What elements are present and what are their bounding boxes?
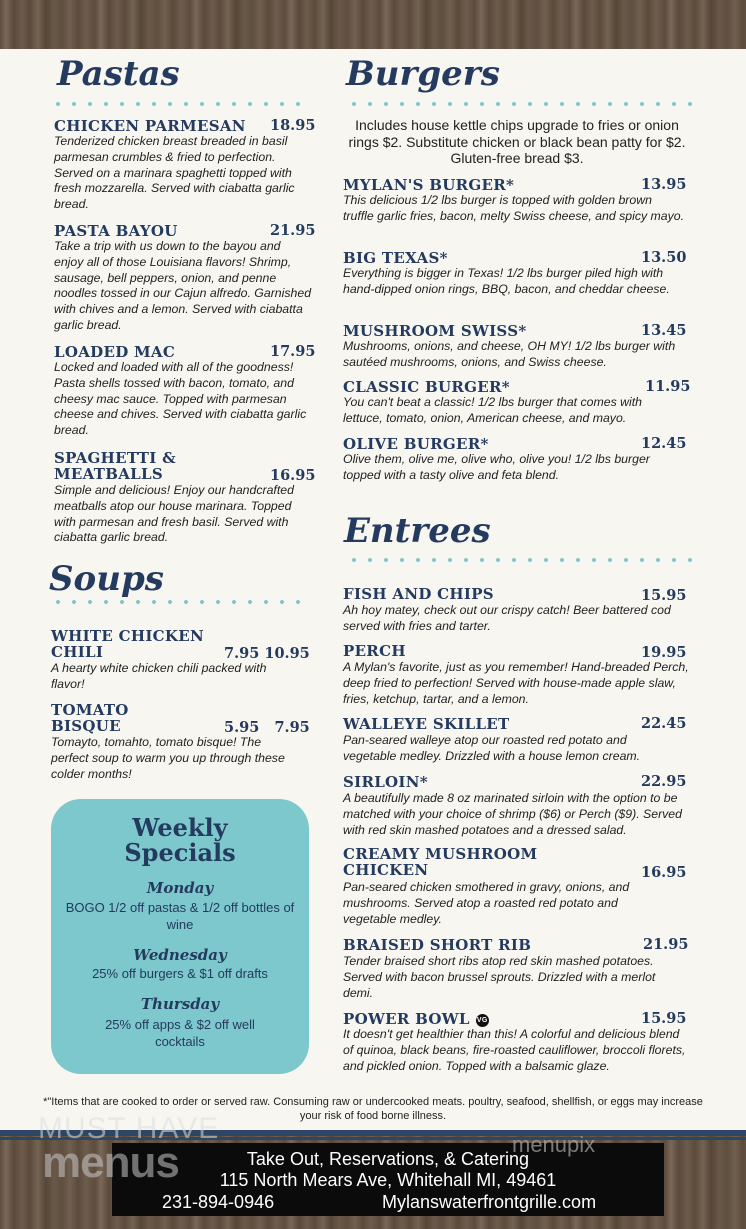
item-price: 16.95	[270, 467, 316, 484]
item-name: PASTA BAYOU	[54, 222, 178, 240]
item-name: MYLAN'S BURGER*	[343, 176, 515, 194]
special-day-monday: Monday	[146, 879, 214, 897]
item-name: CHICKEN PARMESAN	[54, 117, 246, 135]
item-description: Mushrooms, onions, and cheese, OH MY! 1/2 lbs burger with sautéed mushrooms, onions, and Swiss cheese.	[343, 339, 676, 369]
special-day-thursday: Thursday	[140, 995, 220, 1013]
item-price: 16.95	[641, 864, 687, 881]
item-name: WHITE CHICKEN CHILI	[51, 627, 204, 661]
item-price: 7.95 10.95	[224, 645, 310, 662]
item-name: MUSHROOM SWISS*	[343, 322, 527, 340]
weekly-specials-box	[51, 799, 309, 1074]
item-price: 13.50	[641, 249, 687, 266]
item-name: FISH AND CHIPS	[343, 585, 494, 603]
item-price: 17.95	[270, 343, 316, 360]
item-name: CLASSIC BURGER*	[343, 378, 510, 396]
item-description: Ah hoy matey, check out our crispy catch! Beer battered cod served with fries and tarter.	[343, 603, 671, 633]
item-price: 21.95	[643, 936, 689, 953]
section-title-soups: Soups	[49, 559, 164, 599]
item-price: 13.45	[641, 322, 687, 339]
special-text-monday: BOGO 1/2 off pastas & 1/2 off bottles of wine	[65, 900, 295, 932]
item-description: A Mylan's favorite, just as you remember! Hand-breaded Perch, deep fried to perfection! Served with house-made apple slaw, fries, ketchup, tartar, and a lemon.	[343, 660, 689, 706]
item-description: Tenderized chicken breast breaded in basil parmesan crumbles & fried to perfection. Served on a marinara spaghetti topped with fresh mozzarella. Served with ciabatta garlic bread.	[54, 134, 295, 212]
burgers-intro: Includes house kettle chips upgrade to fries or onion rings $2. Substitute chicken or black bean patty for $2. Gluten-free bread $3.	[348, 117, 686, 166]
item-name: SIRLOIN*	[343, 773, 428, 791]
item-name: TOMATO BISQUE	[51, 701, 129, 735]
item-name: BRAISED SHORT RIB	[343, 936, 532, 954]
item-description: It doesn't get healthier than this! A colorful and delicious blend of quinoa, black beans, fire-roasted cauliflower, broccoli florets, and pickled onion. Topped with a balsamic glaze.	[343, 1027, 686, 1073]
divider-dots-pastas	[50, 102, 310, 106]
item-description: Simple and delicious! Enjoy our handcrafted meatballs atop our house marinara. Topped with parmesan and fresh basil. Served with ciabatta garlic bread.	[54, 483, 294, 545]
item-price: 15.95	[641, 1010, 687, 1027]
item-name: LOADED MAC	[54, 343, 176, 361]
item-price: 19.95	[641, 644, 687, 661]
divider-dots-entrees	[346, 558, 694, 562]
item-name: OLIVE BURGER*	[343, 435, 489, 453]
footer-services: Take Out, Reservations, & Catering	[246, 1149, 530, 1169]
section-title-entrees: Entrees	[344, 511, 491, 551]
item-price: 12.45	[641, 435, 687, 452]
section-title-pastas: Pastas	[57, 54, 180, 94]
watermark-menus: menus	[42, 1138, 179, 1187]
item-description: Olive them, olive me, olive who, olive you! 1/2 lbs burger topped with a tasty olive and feta blend.	[343, 452, 650, 482]
item-price: 15.95	[641, 587, 687, 604]
item-description: A hearty white chicken chili packed with flavor!	[51, 661, 267, 691]
divider-dots-burgers	[346, 102, 694, 106]
special-text-wednesday: 25% off burgers & $1 off drafts	[92, 966, 268, 981]
footer-phone[interactable]: 231-894-0946	[162, 1192, 275, 1212]
item-description: A beautifully made 8 oz marinated sirloin with the option to be matched with your choice of shrimp ($6) or Perch ($9). Served with red skin mashed potatoes and a dressed salad.	[343, 791, 682, 837]
item-name: BIG TEXAS*	[343, 249, 448, 267]
item-description: You can't beat a classic! 1/2 lbs burger that comes with lettuce, tomato, onion, American cheese, and mayo.	[343, 395, 642, 425]
item-price: 11.95	[645, 378, 691, 395]
item-name: CREAMY MUSHROOM CHICKEN	[343, 845, 538, 879]
item-description: Locked and loaded with all of the goodness! Pasta shells tossed with bacon, tomato, and cheesy mac sauce. Topped with parmesan cheese and chives. Served with ciabatta garlic bread.	[54, 360, 307, 438]
footer-address: 115 North Mears Ave, Whitehall MI, 49461	[219, 1170, 557, 1190]
item-name-row	[343, 1011, 489, 1027]
item-description: Pan-seared walleye atop our roasted red potato and vegetable medley. Drizzled with a house lemon cream.	[343, 733, 641, 763]
special-text-thursday: 25% off apps & $2 off well cocktails	[105, 1017, 255, 1049]
allergy-footnote: *"Items that are cooked to order or served raw. Consuming raw or undercooked meats. poultry, seafood, shellfish, or eggs may increase your risk of food borne illness.	[43, 1096, 703, 1122]
item-description: Tender braised short ribs atop red skin mashed potatoes. Served with bacon brussel sprouts. Drizzled with a merlot demi.	[343, 954, 656, 1000]
item-name: POWER BOWL	[343, 1010, 470, 1028]
item-price: 13.95	[641, 176, 687, 193]
item-description: Take a trip with us down to the bayou and enjoy all of those Louisiana flavors! Shrimp, sausage, bell peppers, onion, and penne noodles tossed in our Cajun alfredo. Garnished with chives and a lemon. Served with ciabatta garlic bread.	[54, 239, 312, 332]
vegan-badge-icon: VG	[476, 1014, 489, 1027]
watermark-must-have: MUST HAVE	[38, 1112, 220, 1145]
watermark-menupix: menupix	[512, 1132, 596, 1157]
section-title-burgers: Burgers	[346, 54, 500, 94]
item-description: Pan-seared chicken smothered in gravy, onions, and mushrooms. Served atop a roasted red potato and vegetable medley.	[343, 880, 630, 926]
weekly-specials-title: Weekly Specials	[124, 813, 236, 867]
item-description: Everything is bigger in Texas! 1/2 lbs burger piled high with hand-dipped onion rings, BBQ, bacon, and cheddar cheese.	[343, 266, 670, 296]
item-name: SPAGHETTI & MEATBALLS	[54, 449, 176, 483]
item-price: 21.95	[270, 222, 316, 239]
item-price: 22.45	[641, 715, 687, 732]
divider-dots-soups	[50, 600, 310, 604]
footer-website[interactable]: Mylanswaterfrontgrille.com	[382, 1192, 597, 1212]
item-price: 22.95	[641, 773, 687, 790]
item-name: PERCH	[343, 642, 406, 660]
item-description: This delicious 1/2 lbs burger is topped with golden brown truffle garlic fries, bacon, melty Swiss cheese, and spicy mayo.	[343, 193, 685, 223]
item-name: WALLEYE SKILLET	[343, 715, 510, 733]
special-day-wednesday: Wednesday	[133, 946, 227, 964]
item-description: Tomayto, tomahto, tomato bisque! The perfect soup to warm you up through these colder months!	[51, 735, 285, 781]
item-price: 18.95	[270, 117, 316, 134]
item-price: 5.95 7.95	[224, 719, 310, 736]
